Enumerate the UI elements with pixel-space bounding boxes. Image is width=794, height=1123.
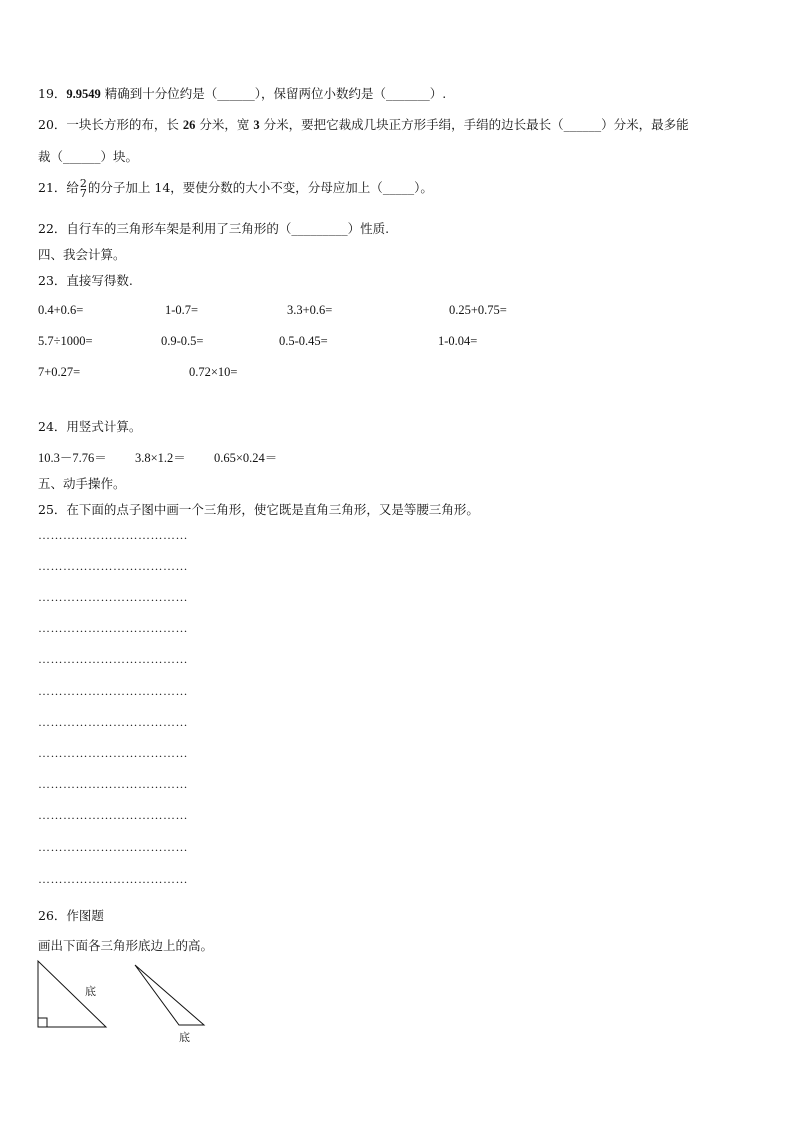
calc-item: 0.25+0.75=	[449, 303, 507, 317]
fraction-denominator: 7	[79, 186, 87, 200]
q20-text-c: 分米，要把它裁成几块正方形手绢，手绢的边长最长（	[259, 117, 564, 132]
vertical-calc-item: 3.8×1.2＝	[135, 451, 186, 465]
q20-text-b: 分米，宽	[195, 117, 254, 132]
dot-grid-row[interactable]: ………………………………	[38, 777, 188, 791]
q20-width: 3	[253, 118, 260, 132]
calc-item: 3.3+0.6=	[287, 303, 333, 317]
question-26-instruction: 画出下面各三角形底边上的高。	[38, 938, 214, 953]
q19-value: 9.9549	[66, 87, 101, 101]
q20-text-f: ）块。	[100, 149, 139, 164]
calc-item: 7+0.27=	[38, 365, 81, 379]
dot-grid-row[interactable]: ………………………………	[38, 621, 188, 635]
q20-blank-2[interactable]: ______	[63, 149, 101, 164]
dot-grid-row[interactable]: ………………………………	[38, 590, 188, 604]
calc-item: 0.4+0.6=	[38, 303, 84, 317]
q20-text-d: ）分米，最多能	[601, 117, 689, 132]
dot-grid-row[interactable]: ………………………………	[38, 715, 188, 729]
q20-number: 20．	[38, 117, 67, 132]
vertical-calc-item: 10.3－7.76＝	[38, 451, 107, 465]
fraction-numerator: 2	[79, 176, 87, 190]
calc-item: 5.7÷1000=	[38, 334, 93, 348]
dot-grid-row[interactable]: ………………………………	[38, 840, 188, 854]
calc-item: 0.5-0.45=	[279, 334, 328, 348]
q20-blank-1[interactable]: ______	[563, 117, 602, 132]
calc-item: 1-0.04=	[438, 334, 478, 348]
q19-number: 19．	[38, 86, 67, 101]
dot-grid-row[interactable]: ………………………………	[38, 559, 188, 573]
calc-item: 0.9-0.5=	[161, 334, 204, 348]
dot-grid-row[interactable]: ………………………………	[38, 746, 188, 760]
section-heading-5: 五、动手操作。	[38, 476, 126, 491]
q19-blank-1[interactable]: ______	[217, 86, 255, 101]
q19-text-b: ），保留两位小数约是（	[254, 86, 387, 101]
question-23-title: 23．直接写得数.	[38, 273, 133, 288]
q21-text-c: ）。	[414, 180, 433, 195]
calc-item: 1-0.7=	[165, 303, 199, 317]
q19-blank-2[interactable]: _______	[386, 86, 430, 101]
q22-blank[interactable]: _________	[291, 221, 348, 236]
obtuse-triangle[interactable]	[135, 965, 204, 1025]
q21-number: 21．	[38, 180, 67, 195]
q19-text-c: ）.	[429, 86, 447, 101]
q20-length: 26	[182, 118, 196, 132]
dot-grid-row[interactable]: ………………………………	[38, 808, 188, 822]
q20-text-e: 裁（	[38, 149, 64, 164]
base-label-1: 底	[85, 985, 96, 998]
q21-text-b: 的分子加上 14，要使分数的大小不变，分母应加上（	[87, 180, 383, 195]
dot-grid-row[interactable]: ………………………………	[38, 872, 188, 886]
vertical-calc-item: 0.65×0.24＝	[214, 451, 278, 465]
q22-text-a: 自行车的三角形车架是利用了三角形的（	[66, 221, 292, 236]
dot-grid-row[interactable]: ………………………………	[38, 652, 188, 666]
right-angle-mark	[38, 1018, 47, 1027]
question-24-title: 24．用竖式计算。	[38, 419, 142, 434]
question-25-title: 25．在下面的点子图中画一个三角形，使它既是直角三角形，又是等腰三角形。	[38, 502, 479, 517]
q19-text-a: 精确到十分位约是（	[100, 86, 218, 101]
calc-item: 0.72×10=	[189, 365, 238, 379]
dot-grid-row[interactable]: ………………………………	[38, 528, 188, 542]
q21-text-a: 给	[66, 180, 79, 195]
dot-grid-row[interactable]: ………………………………	[38, 684, 188, 698]
base-label-2: 底	[179, 1031, 190, 1044]
question-26-title: 26．作图题	[38, 908, 104, 923]
q21-blank[interactable]: _____	[382, 180, 415, 195]
q22-number: 22．	[38, 221, 67, 236]
section-heading-4: 四、我会计算。	[38, 247, 126, 262]
q20-text-a: 一块长方形的布，长	[66, 117, 183, 132]
q22-text-b: ）性质.	[347, 221, 390, 236]
